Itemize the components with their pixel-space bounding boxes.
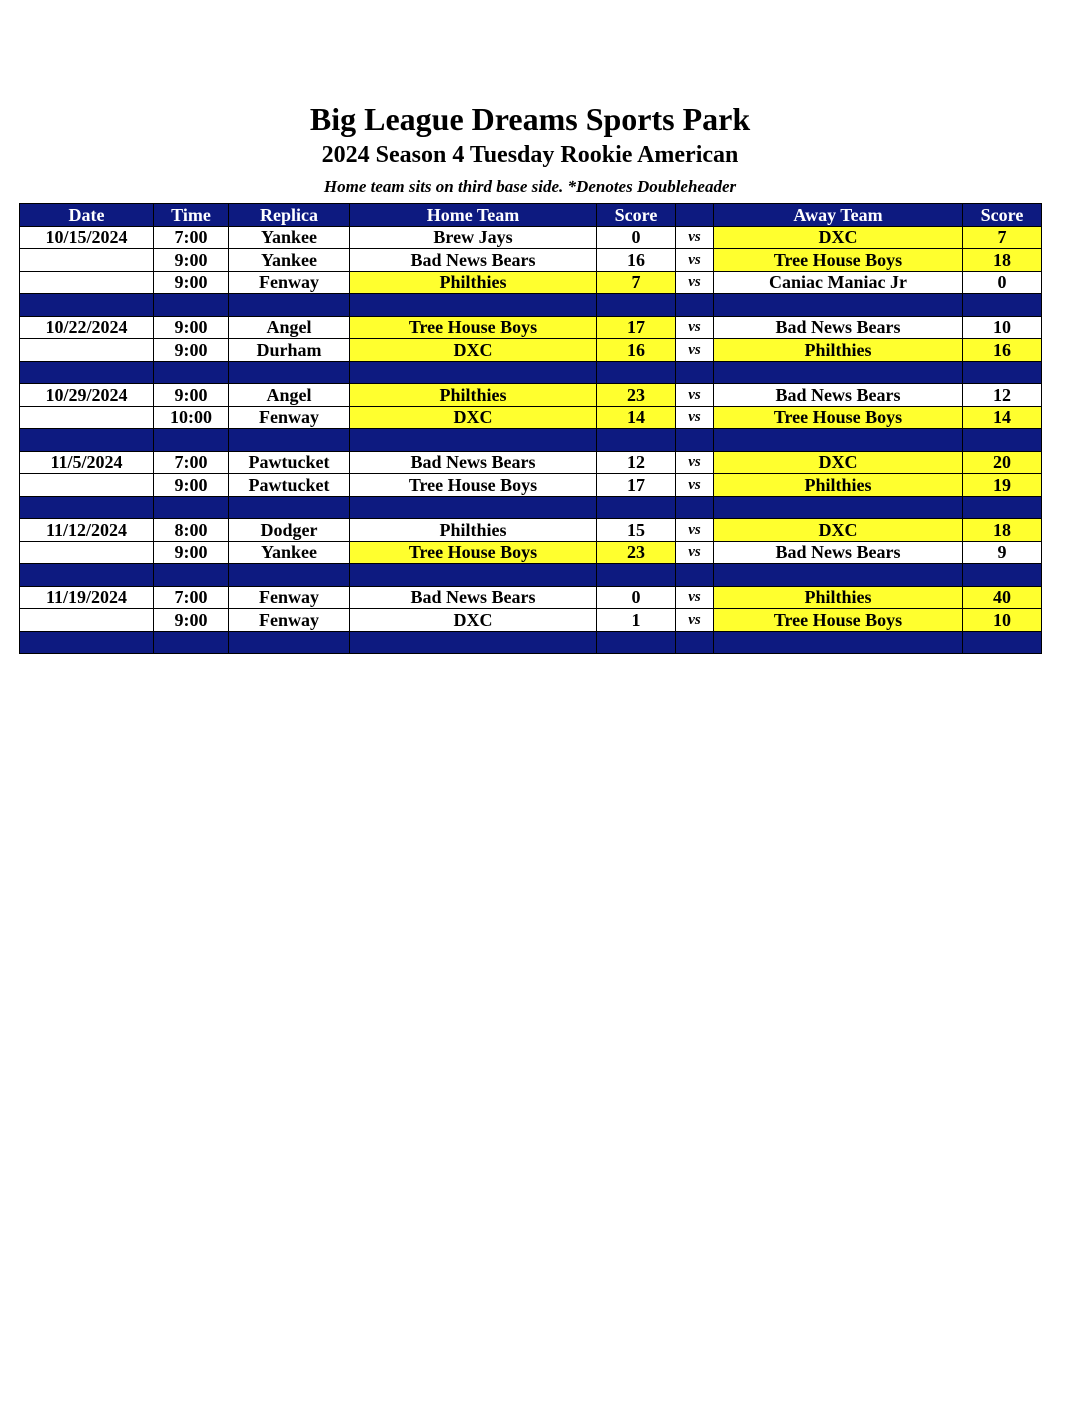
replica-cell: Pawtucket [229, 474, 350, 497]
date-cell [20, 406, 154, 429]
home-team-cell: Bad News Bears [350, 249, 597, 272]
home-team-cell: Tree House Boys [350, 316, 597, 339]
away-score-cell: 18 [963, 249, 1042, 272]
home-score-cell: 7 [597, 271, 676, 294]
home-team-cell: Tree House Boys [350, 474, 597, 497]
game-row [20, 586, 1042, 609]
separator-cell [154, 361, 229, 384]
time-cell: 9:00 [154, 249, 229, 272]
home-team-cell: Philthies [350, 519, 597, 542]
time-cell: 9:00 [154, 384, 229, 407]
schedule-note: Home team sits on third base side. *Denotes Doubleheader [323, 177, 737, 196]
separator-cell [20, 564, 154, 587]
column-header-away-team: Away Team [714, 204, 963, 227]
game-row [20, 384, 1042, 407]
game-row [20, 519, 1042, 542]
separator-cell [20, 496, 154, 519]
separator-cell [229, 496, 350, 519]
away-score-cell: 18 [963, 519, 1042, 542]
separator-row [20, 429, 1042, 452]
time-cell: 9:00 [154, 609, 229, 632]
away-score-cell: 20 [963, 451, 1042, 474]
separator-cell [229, 294, 350, 317]
home-score-cell: 17 [597, 316, 676, 339]
separator-cell [20, 631, 154, 654]
separator-row [20, 361, 1042, 384]
vs-cell: vs [676, 474, 714, 497]
away-team-cell: Bad News Bears [714, 541, 963, 564]
away-team-cell: Caniac Maniac Jr [714, 271, 963, 294]
replica-cell: Yankee [229, 541, 350, 564]
away-team-cell: Tree House Boys [714, 609, 963, 632]
away-team-cell: DXC [714, 451, 963, 474]
home-score-cell: 12 [597, 451, 676, 474]
home-team-cell: DXC [350, 406, 597, 429]
separator-cell [963, 631, 1042, 654]
replica-cell: Fenway [229, 586, 350, 609]
separator-cell [154, 631, 229, 654]
schedule-body [20, 226, 1042, 654]
separator-cell [714, 294, 963, 317]
game-row [20, 339, 1042, 362]
home-team-cell: Brew Jays [350, 226, 597, 249]
replica-cell: Pawtucket [229, 451, 350, 474]
separator-row [20, 294, 1042, 317]
vs-cell: vs [676, 226, 714, 249]
page-title: Big League Dreams Sports Park [309, 101, 751, 137]
vs-cell: vs [676, 271, 714, 294]
separator-cell [714, 361, 963, 384]
date-cell: 11/12/2024 [20, 519, 154, 542]
separator-cell [20, 429, 154, 452]
date-cell [20, 609, 154, 632]
game-row [20, 226, 1042, 249]
time-cell: 9:00 [154, 271, 229, 294]
separator-cell [597, 496, 676, 519]
separator-cell [676, 294, 714, 317]
schedule-table [19, 203, 1042, 654]
vs-cell: vs [676, 451, 714, 474]
separator-cell [676, 429, 714, 452]
separator-cell [597, 429, 676, 452]
separator-cell [20, 361, 154, 384]
home-team-cell: Tree House Boys [350, 541, 597, 564]
away-team-cell: Philthies [714, 586, 963, 609]
date-cell [20, 271, 154, 294]
away-score-cell: 40 [963, 586, 1042, 609]
separator-cell [597, 631, 676, 654]
separator-cell [154, 496, 229, 519]
game-row [20, 474, 1042, 497]
vs-cell: vs [676, 586, 714, 609]
game-row [20, 451, 1042, 474]
season-subtitle: 2024 Season 4 Tuesday Rookie American [321, 142, 739, 168]
date-cell: 10/22/2024 [20, 316, 154, 339]
separator-cell [229, 429, 350, 452]
separator-cell [714, 429, 963, 452]
home-team-cell: DXC [350, 609, 597, 632]
home-score-cell: 17 [597, 474, 676, 497]
away-score-cell: 14 [963, 406, 1042, 429]
away-team-cell: Philthies [714, 474, 963, 497]
home-score-cell: 23 [597, 384, 676, 407]
game-row [20, 249, 1042, 272]
home-score-cell: 16 [597, 249, 676, 272]
away-score-cell: 12 [963, 384, 1042, 407]
separator-cell [597, 294, 676, 317]
replica-cell: Angel [229, 384, 350, 407]
date-cell: 10/29/2024 [20, 384, 154, 407]
vs-cell: vs [676, 541, 714, 564]
column-header-vs [676, 204, 714, 227]
home-team-cell: Bad News Bears [350, 586, 597, 609]
time-cell: 7:00 [154, 451, 229, 474]
separator-cell [597, 564, 676, 587]
separator-cell [154, 429, 229, 452]
away-team-cell: DXC [714, 519, 963, 542]
date-cell: 10/15/2024 [20, 226, 154, 249]
vs-cell: vs [676, 384, 714, 407]
away-team-cell: Tree House Boys [714, 249, 963, 272]
date-cell [20, 474, 154, 497]
time-cell: 9:00 [154, 339, 229, 362]
separator-cell [963, 496, 1042, 519]
column-header-replica: Replica [229, 204, 350, 227]
away-score-cell: 10 [963, 609, 1042, 632]
date-cell [20, 249, 154, 272]
replica-cell: Fenway [229, 271, 350, 294]
separator-cell [963, 361, 1042, 384]
separator-cell [676, 361, 714, 384]
away-score-cell: 16 [963, 339, 1042, 362]
time-cell: 9:00 [154, 541, 229, 564]
separator-cell [676, 631, 714, 654]
separator-cell [963, 564, 1042, 587]
replica-cell: Fenway [229, 406, 350, 429]
separator-cell [350, 631, 597, 654]
replica-cell: Durham [229, 339, 350, 362]
vs-cell: vs [676, 406, 714, 429]
date-cell: 11/19/2024 [20, 586, 154, 609]
vs-cell: vs [676, 519, 714, 542]
separator-cell [154, 294, 229, 317]
time-cell: 9:00 [154, 474, 229, 497]
game-row [20, 316, 1042, 339]
replica-cell: Dodger [229, 519, 350, 542]
away-team-cell: DXC [714, 226, 963, 249]
replica-cell: Yankee [229, 249, 350, 272]
separator-cell [714, 564, 963, 587]
vs-cell: vs [676, 249, 714, 272]
separator-cell [714, 631, 963, 654]
separator-cell [350, 429, 597, 452]
game-row [20, 609, 1042, 632]
separator-cell [20, 294, 154, 317]
away-score-cell: 19 [963, 474, 1042, 497]
home-score-cell: 1 [597, 609, 676, 632]
home-score-cell: 16 [597, 339, 676, 362]
game-row [20, 541, 1042, 564]
column-header-home-score: Score [597, 204, 676, 227]
separator-cell [229, 564, 350, 587]
separator-cell [350, 294, 597, 317]
home-team-cell: DXC [350, 339, 597, 362]
time-cell: 9:00 [154, 316, 229, 339]
home-team-cell: Philthies [350, 271, 597, 294]
date-cell: 11/5/2024 [20, 451, 154, 474]
home-score-cell: 14 [597, 406, 676, 429]
separator-cell [714, 496, 963, 519]
replica-cell: Angel [229, 316, 350, 339]
time-cell: 10:00 [154, 406, 229, 429]
date-cell [20, 339, 154, 362]
separator-row [20, 564, 1042, 587]
separator-cell [676, 564, 714, 587]
replica-cell: Fenway [229, 609, 350, 632]
separator-cell [350, 361, 597, 384]
column-header-home-team: Home Team [350, 204, 597, 227]
time-cell: 8:00 [154, 519, 229, 542]
away-score-cell: 9 [963, 541, 1042, 564]
vs-cell: vs [676, 339, 714, 362]
game-row [20, 406, 1042, 429]
away-score-cell: 0 [963, 271, 1042, 294]
separator-cell [154, 564, 229, 587]
separator-row [20, 631, 1042, 654]
home-team-cell: Bad News Bears [350, 451, 597, 474]
replica-cell: Yankee [229, 226, 350, 249]
away-team-cell: Bad News Bears [714, 384, 963, 407]
time-cell: 7:00 [154, 226, 229, 249]
separator-cell [597, 361, 676, 384]
separator-cell [350, 564, 597, 587]
column-header-time: Time [154, 204, 229, 227]
game-row [20, 271, 1042, 294]
time-cell: 7:00 [154, 586, 229, 609]
away-score-cell: 10 [963, 316, 1042, 339]
separator-cell [229, 631, 350, 654]
column-header-away-score: Score [963, 204, 1042, 227]
home-score-cell: 0 [597, 226, 676, 249]
header-row [20, 204, 1042, 227]
home-team-cell: Philthies [350, 384, 597, 407]
separator-cell [676, 496, 714, 519]
home-score-cell: 0 [597, 586, 676, 609]
separator-cell [963, 429, 1042, 452]
away-team-cell: Philthies [714, 339, 963, 362]
vs-cell: vs [676, 316, 714, 339]
column-header-date: Date [20, 204, 154, 227]
home-score-cell: 15 [597, 519, 676, 542]
away-team-cell: Tree House Boys [714, 406, 963, 429]
away-score-cell: 7 [963, 226, 1042, 249]
home-score-cell: 23 [597, 541, 676, 564]
vs-cell: vs [676, 609, 714, 632]
away-team-cell: Bad News Bears [714, 316, 963, 339]
separator-cell [350, 496, 597, 519]
separator-cell [963, 294, 1042, 317]
separator-row [20, 496, 1042, 519]
date-cell [20, 541, 154, 564]
separator-cell [229, 361, 350, 384]
